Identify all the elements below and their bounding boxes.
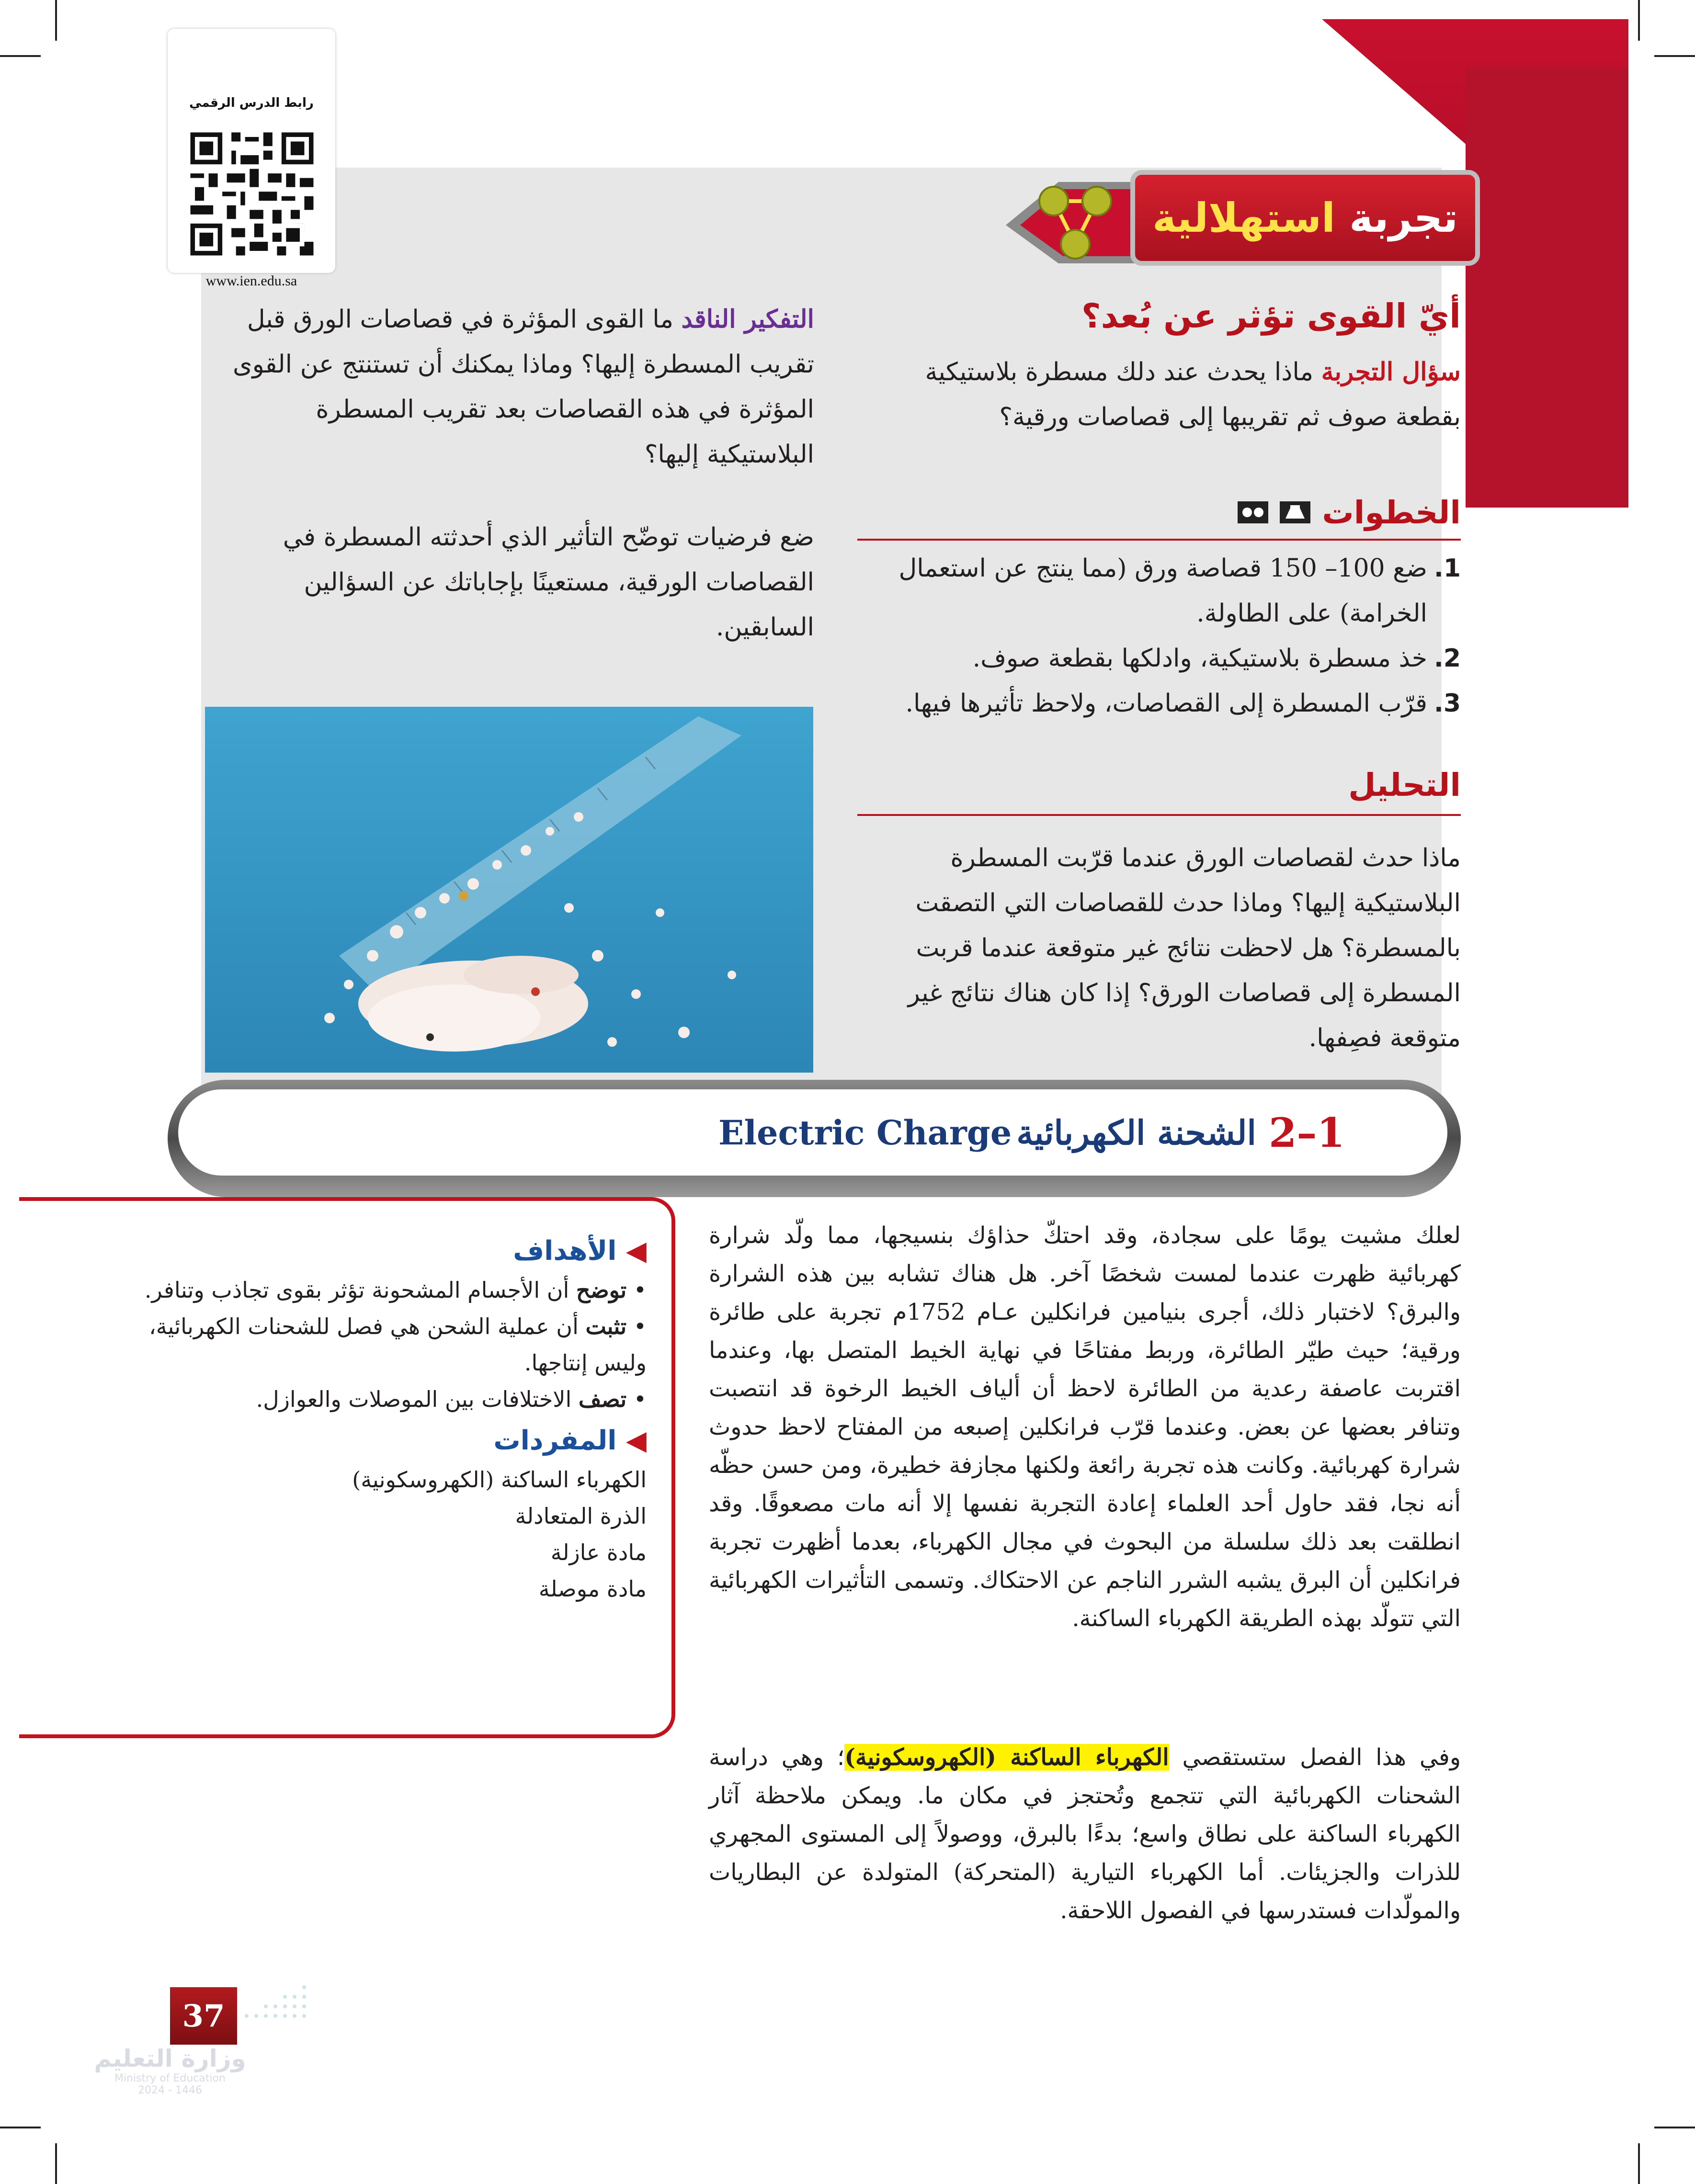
ministry-logo	[84, 2045, 256, 2096]
steps-heading-row	[1102, 486, 1461, 539]
crop-mark	[55, 0, 57, 41]
molecule-icon	[1001, 172, 1145, 268]
red-corner-banner-strip	[1466, 67, 1628, 508]
crop-mark	[55, 2143, 57, 2184]
question-heading: أيّ القوى تؤثر عن بُعد؟	[1081, 296, 1461, 336]
vocab-item: مادة عازلة	[550, 1539, 647, 1565]
steps-rule	[857, 539, 1461, 541]
title-white: تجربة	[1349, 194, 1458, 241]
analysis-heading: التحليل	[1348, 767, 1461, 803]
step-item	[853, 681, 1461, 726]
triangle-icon: ◀	[616, 1235, 647, 1267]
crop-mark	[1654, 2127, 1695, 2128]
launch-lab-title	[1130, 170, 1480, 266]
step-item	[853, 636, 1461, 681]
qr-caption: رابط الدرس الرقمي	[189, 96, 314, 110]
objective-text: الاختلافات بين الموصلات والعوازل.	[256, 1386, 572, 1412]
objective-verb: توضح	[576, 1277, 627, 1303]
qr-card[interactable]	[168, 29, 335, 289]
objective-item: • تصف الاختلافات بين الموصلات والعوازل.	[256, 1386, 647, 1412]
title-yellow: استهلالية	[1152, 194, 1335, 241]
page-number: 37	[170, 1987, 237, 2045]
ministry-name-ar: وزارة التعليم	[94, 2045, 246, 2072]
main-paragraph-1: لعلك مشيت يومًا على سجادة، وقد احتكّ حذاؤك بنسيجها، مما ولّد شرارة كهربائية ظهرت عندما لمست شخصًا آخر. هل هناك تشابه بين هذه الشرارة والبرق؟ لاختبار ذلك، أجرى بنيامين فرانكلين عـام 1752م تجربة على طائرة ورقية؛ حيث طيّر الطائرة، وربط مفتاحًا في نهاية الخيط المتصل بها، وعندما اقتربت عاصفة رعدية من الطائرة لاحظ أن ألياف الخيط الرخوة قد انتصبت وتنافر بعضها عن بعض. وعندما قرّب فرانكلين إصبعه من المفتاح لاحظ حدوث شرارة كهربائية. وكانت هذه تجربة رائعة ولكنها مجازفة خطيرة، ومن حسن حظّه أنه نجا، فقد حاول أحد العلماء إعادة التجربة نفسها إلا أنه مات مصعوقًا. وقد انطلقت بعد ذلك سلسلة من البحوث في مجال الكهرباء، بعدما أظهرت تجربة فرانكلين أن البرق يشبه الشرر الناجم عن الاحتكاك. وتسمى التأثيرات الكهربائية التي تتولّد بهذه الطريقة الكهرباء الساكنة.	[709, 1222, 1461, 1632]
section-title	[718, 1089, 1418, 1176]
ministry-name-en: Ministry of Education	[114, 2072, 226, 2084]
objective-verb: تصف	[578, 1386, 627, 1412]
vocab-item: مادة موصلة	[538, 1576, 647, 1602]
objectives-content	[144, 1231, 647, 1607]
analysis-text: ماذا حدث لقصاصات الورق عندما قرّبت المسطرة البلاستيكية إليها؟ وماذا حدث للقصاصات التي التصقت بالمسطرة؟ هل لاحظت نتائج غير متوقعة عندما قربت المسطرة إلى قصاصات الورق؟ إذا كان هناك نتائج غير متوقعة فصِفها.	[908, 844, 1461, 1052]
crop-mark	[1638, 0, 1640, 41]
step-item	[853, 546, 1461, 636]
question-paragraph	[853, 350, 1461, 440]
static-electricity-term: الكهرباء الساكنة (الكهروسكونية)	[844, 1744, 1169, 1771]
objective-text: أن الأجسام المشحونة تؤثر بقوى تجاذب وتنافر.	[144, 1277, 569, 1303]
flask-safety-icon	[1280, 501, 1310, 523]
objective-verb: تثبت	[585, 1313, 627, 1339]
step-number: 2.	[1434, 644, 1461, 673]
steps-list	[853, 546, 1461, 726]
analysis-rule	[857, 814, 1461, 816]
critical-thinking-text: ما القوى المؤثرة في قصاصات الورق قبل تقريب المسطرة إليها؟ وماذا يمكنك أن تستنتج عن القوى المؤثرة في هذه القصاصات بعد تقريب المسطرة البلاستيكية إليها؟	[232, 305, 814, 469]
crop-mark	[0, 2127, 41, 2128]
objective-item: • توضح أن الأجسام المشحونة تؤثر بقوى تجاذب وتنافر.	[144, 1277, 647, 1303]
ministry-year: 2024 - 1446	[138, 2084, 202, 2096]
dot-pattern-icon	[242, 1982, 314, 2026]
crop-mark	[1638, 2143, 1640, 2184]
triangle-icon: ◀	[616, 1425, 647, 1456]
section-number: 1–2	[1268, 1109, 1345, 1156]
step-number: 3.	[1434, 689, 1461, 718]
objective-item: • تثبت أن عملية الشحن هي فصل للشحنات الكهربائية، وليس إنتاجها.	[148, 1313, 647, 1376]
vocab-item: الذرة المتعادلة	[515, 1503, 647, 1529]
paper-clippings-ruler-photo	[205, 707, 813, 1073]
objective-text: أن عملية الشحن هي فصل للشحنات الكهربائية، وليس إنتاجها.	[148, 1313, 647, 1376]
step-text: قرّب المسطرة إلى القصاصات، ولاحظ تأثيرها فيها.	[905, 689, 1427, 718]
p2-before: وفي هذا الفصل ستستقصي	[1182, 1744, 1461, 1771]
steps-heading: الخطوات	[1322, 494, 1461, 531]
p2-after: ؛ وهي دراسة الشحنات الكهربائية التي تتجمع وتُحتجز في مكان ما. ويمكن ملاحظة آثار الكهرباء الساكنة على نطاق واسع؛ بدءًا بالبرق، ووصولاً إلى المستوى المجهري للذرات والجزيئات. أما الكهرباء التيارية (المتحركة) المتولدة عن البطاريات والمولّدات فستدرسها في الفصول اللاحقة.	[709, 1744, 1461, 1924]
objectives-heading: الأهداف	[513, 1235, 617, 1267]
crop-mark	[1654, 55, 1695, 57]
step-text: ضع 100– 150 قصاصة ورق (مما ينتج عن استعمال الخرامة) على الطاولة.	[899, 554, 1427, 628]
vocab-item: الكهرباء الساكنة (الكهروسكونية)	[352, 1467, 647, 1493]
hypothesis-text: ضع فرضيات توضّح التأثير الذي أحدثته المسطرة في القصاصات الورقية، مستعينًا بإجاباتك عن السؤالين السابقين.	[283, 523, 814, 642]
section-title-ar: الشحنة الكهربائية	[1016, 1112, 1256, 1153]
step-number: 1.	[1434, 554, 1461, 583]
question-label: سؤال التجربة	[1321, 357, 1461, 386]
qr-url[interactable]: www.ien.edu.sa	[205, 273, 297, 289]
main-paragraph-2	[709, 1738, 1461, 1930]
objectives-heading-row	[144, 1231, 647, 1272]
vocab-heading-row	[144, 1420, 647, 1461]
critical-thinking-paragraph	[206, 297, 814, 477]
critical-thinking-label: التفكير الناقد	[681, 305, 814, 334]
goggles-safety-icon	[1238, 501, 1268, 523]
step-text: خذ مسطرة بلاستيكية، وادلكها بقطعة صوف.	[972, 644, 1427, 673]
question-text: ماذا يحدث عند دلك مسطرة بلاستيكية بقطعة صوف ثم تقريبها إلى قصاصات ورقية؟	[925, 358, 1461, 431]
vocab-heading: المفردات	[493, 1425, 617, 1456]
crop-mark	[0, 55, 41, 57]
section-title-en: Electric Charge	[718, 1112, 1012, 1153]
qr-code-icon[interactable]	[186, 120, 318, 268]
